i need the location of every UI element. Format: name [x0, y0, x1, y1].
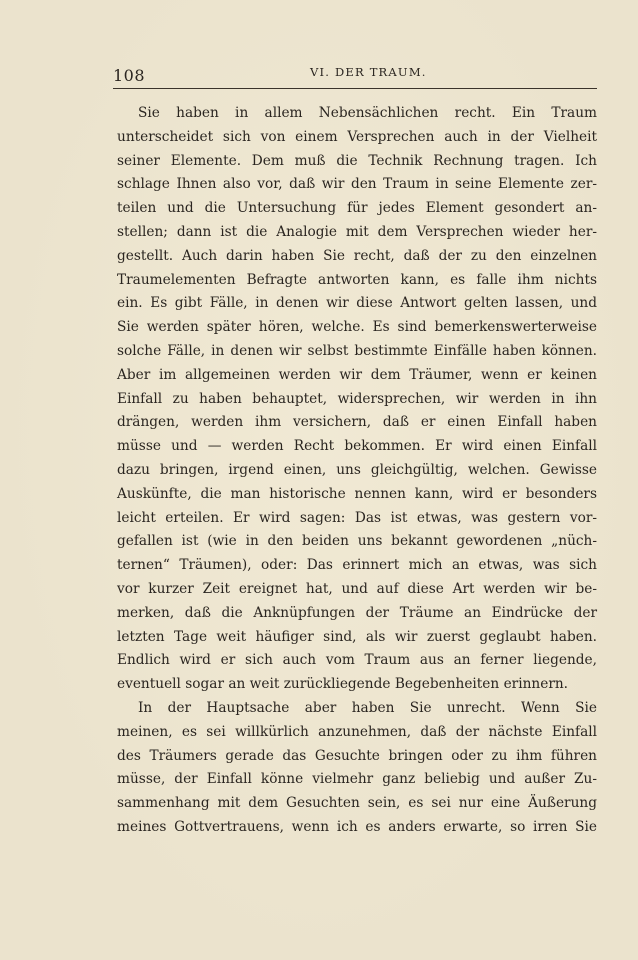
text-line: unterscheidet sich von einem Versprechen auch in der Vielheit — [117, 128, 597, 145]
text-line: teilen und die Untersuchung für jedes Element gesondert an- — [117, 200, 597, 217]
text-line: In der Hauptsache aber haben Sie unrecht. Wenn Sie — [138, 699, 597, 716]
text-line: schlage Ihnen also vor, daß wir den Traum in seine Elemente zer- — [117, 176, 597, 193]
text-line: stellen; dann ist die Analogie mit dem Versprechen wieder her- — [117, 223, 597, 240]
text-line: solche Fälle, in denen wir selbst bestimmte Einfälle haben können. — [117, 342, 597, 359]
text-line: meinen, es sei willkürlich anzunehmen, daß der nächste Einfall — [117, 723, 597, 740]
text-line: Sie haben in allem Nebensächlichen recht. Ein Traum — [138, 105, 597, 121]
text-line: Auskünfte, die man historische nennen kann, wird er besonders — [117, 485, 597, 502]
body-text — [117, 102, 597, 840]
text-line: gefallen ist (wie in den beiden uns bekannt gewordenen „nüch- — [117, 533, 597, 550]
text-line: müsse, der Einfall könne vielmehr ganz beliebig und außer Zu- — [117, 771, 597, 788]
text-line: müsse und — werden Recht bekommen. Er wird einen Einfall — [117, 438, 597, 455]
paragraph — [117, 697, 597, 840]
text-line: meines Gottvertrauens, wenn ich es anders erwarte, so irren Sie — [117, 818, 597, 835]
text-line: Aber im allgemeinen werden wir dem Träumer, wenn er keinen — [117, 366, 597, 383]
text-line: letzten Tage weit häufiger sind, als wir zuerst geglaubt haben. — [117, 628, 597, 645]
text-line: des Träumers gerade das Gesuchte bringen oder zu ihm führen — [117, 747, 597, 764]
text-line: sammenhang mit dem Gesuchten sein, es sei nur eine Äußerung — [117, 795, 597, 812]
text-line: vor kurzer Zeit ereignet hat, und auf diese Art werden wir be- — [117, 580, 597, 597]
text-line: Endlich wird er sich auch vom Traum aus an ferner liegende, — [117, 652, 597, 669]
paragraph — [117, 102, 597, 697]
text-line: drängen, werden ihm versichern, daß er einen Einfall haben — [117, 414, 597, 431]
text-line: Einfall zu haben behauptet, widersprechen, wir werden in ihn — [117, 390, 597, 407]
text-line: ein. Es gibt Fälle, in denen wir diese Antwort gelten lassen, und — [117, 295, 597, 312]
text-line: merken, daß die Anknüpfungen der Träume an Eindrücke der — [117, 604, 597, 621]
text-line: dazu bringen, irgend einen, uns gleichgültig, welchen. Gewisse — [117, 461, 597, 478]
running-head: VI. DER TRAUM. — [310, 65, 427, 79]
page-number: 108 — [113, 66, 146, 85]
page-header — [113, 62, 597, 89]
text-line: leicht erteilen. Er wird sagen: Das ist etwas, was gestern vor- — [117, 509, 597, 526]
text-line: eventuell sogar an weit zurückliegende Begebenheiten erinnern. — [117, 676, 569, 693]
text-line: seiner Elemente. Dem muß die Technik Rechnung tragen. Ich — [117, 152, 597, 169]
text-line: Sie werden später hören, welche. Es sind bemerkenswerterweise — [117, 319, 597, 336]
text-line: Traumelementen Befragte antworten kann, es falle ihm nichts — [117, 271, 597, 288]
text-line: gestellt. Auch darin haben Sie recht, daß der zu den einzelnen — [117, 247, 597, 264]
text-line: ternen“ Träumen), oder: Das erinnert mich an etwas, was sich — [117, 557, 597, 574]
